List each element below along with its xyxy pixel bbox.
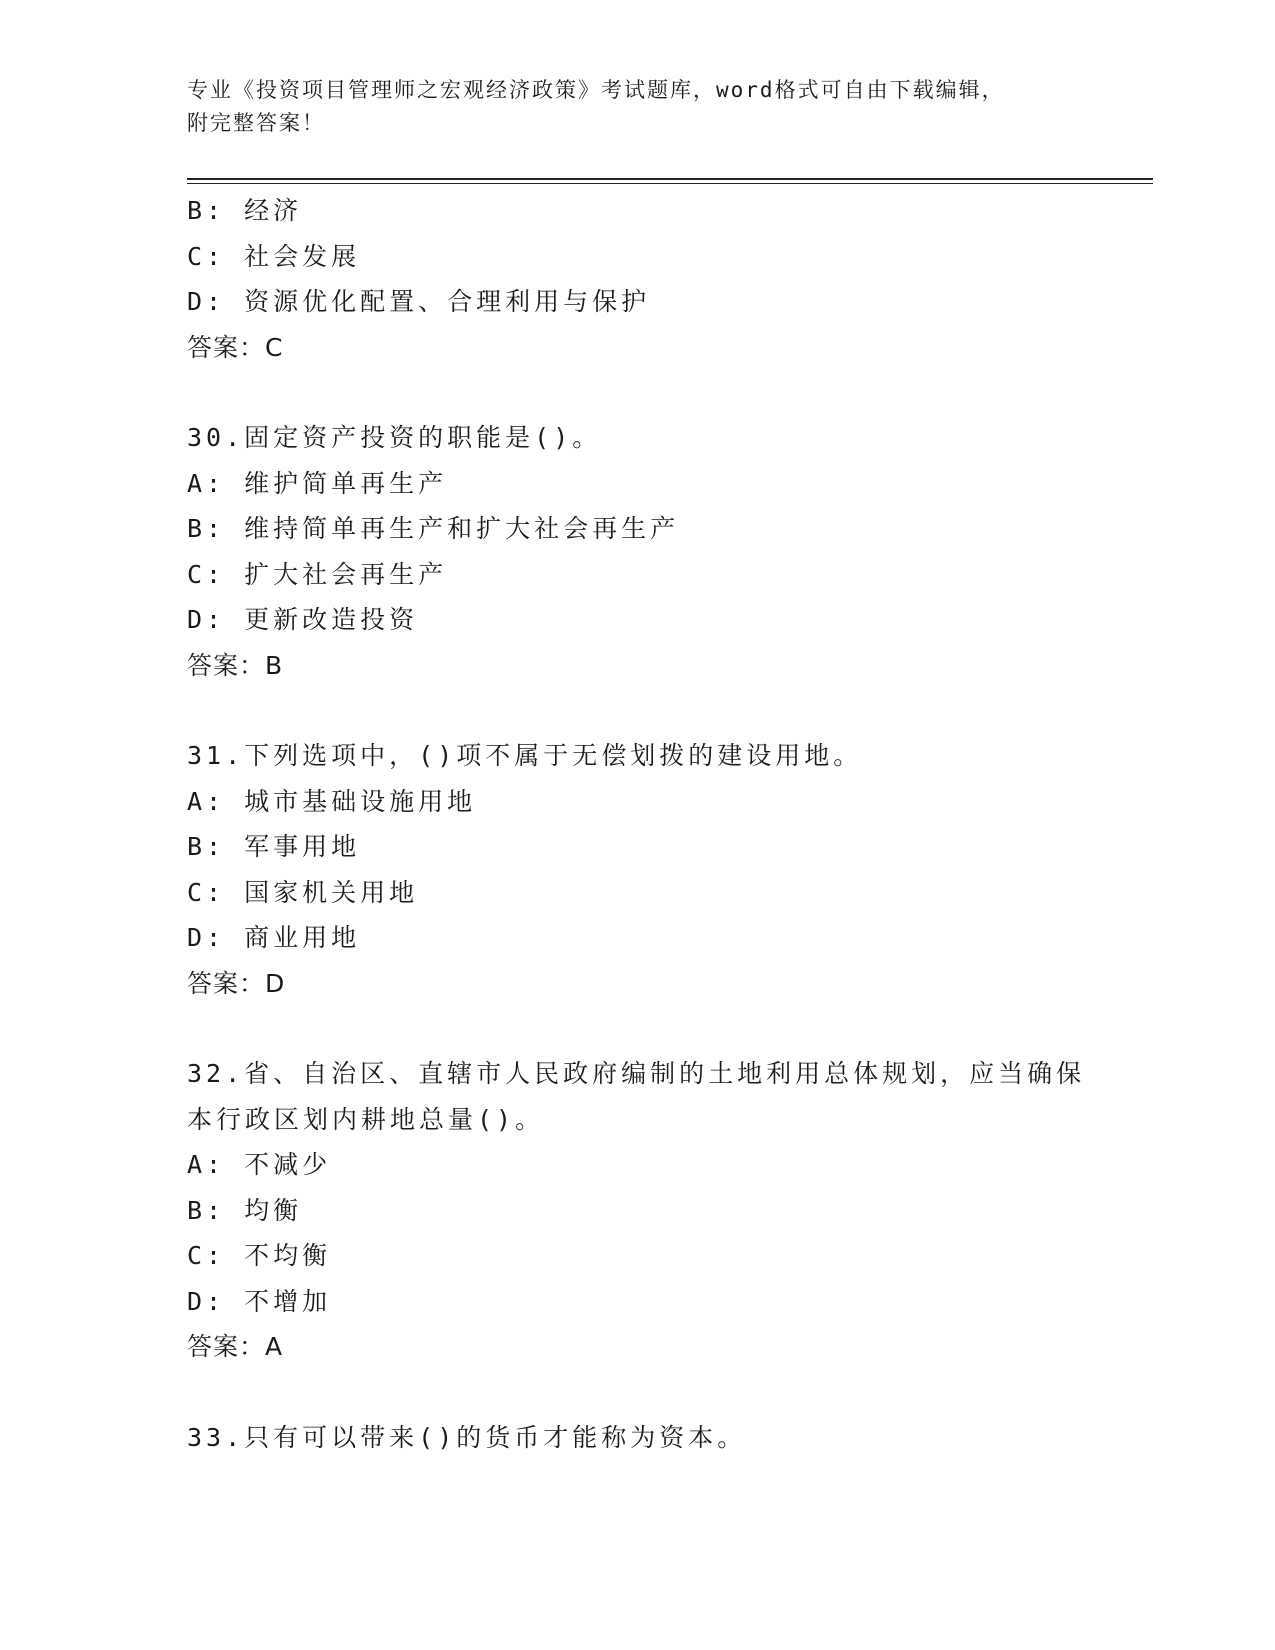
question-stem-line-2: 本行政区划内耕地总量()。 — [187, 1104, 545, 1134]
option-c: C: 国家机关用地 — [187, 877, 419, 907]
option-d: D: 更新改造投资 — [187, 605, 419, 634]
header-divider-thin — [187, 183, 1153, 184]
option-b: B: 维持简单再生产和扩大社会再生产 — [187, 514, 680, 543]
option-c: C: 扩大社会再生产 — [187, 559, 448, 589]
option-a: A: 维护简单再生产 — [187, 468, 448, 498]
question-block-30 — [187, 415, 1087, 688]
answer-line: 答案：A — [187, 1332, 284, 1361]
question-stem: 30.固定资产投资的职能是()。 — [187, 423, 602, 452]
option-d: D: 不增加 — [187, 1286, 332, 1316]
header-line-1: 专业《投资项目管理师之宏观经济政策》考试题库，word格式可自由下载编辑， — [187, 78, 1005, 102]
question-stem: 33.只有可以带来()的货币才能称为资本。 — [187, 1422, 747, 1452]
header-divider-thick — [187, 178, 1153, 180]
question-list — [187, 188, 1087, 1460]
question-block-31 — [187, 733, 1087, 1006]
option-b: B: 经济 — [187, 196, 303, 225]
answer-line: 答案：B — [187, 650, 284, 680]
question-block-29 — [187, 188, 1087, 370]
question-stem: 31.下列选项中，()项不属于无偿划拨的建设用地。 — [187, 741, 863, 770]
option-d: D: 商业用地 — [187, 923, 361, 952]
option-b: B: 均衡 — [187, 1195, 303, 1225]
option-b: B: 军事用地 — [187, 832, 361, 861]
option-d: D: 资源优化配置、合理利用与保护 — [187, 287, 651, 316]
answer-line: 答案：D — [187, 968, 286, 998]
document-header — [187, 74, 1087, 140]
option-a: A: 城市基础设施用地 — [187, 786, 477, 816]
option-a: A: 不减少 — [187, 1150, 332, 1179]
option-c: C: 社会发展 — [187, 241, 361, 271]
question-stem-line-1: 32.省、自治区、直辖市人民政府编制的土地利用总体规划，应当确保 — [187, 1059, 1086, 1088]
question-block-32 — [187, 1051, 1087, 1370]
question-block-33 — [187, 1415, 1087, 1461]
header-line-2: 附完整答案！ — [187, 111, 325, 135]
option-c: C: 不均衡 — [187, 1241, 332, 1270]
answer-line: 答案：C — [187, 332, 284, 362]
